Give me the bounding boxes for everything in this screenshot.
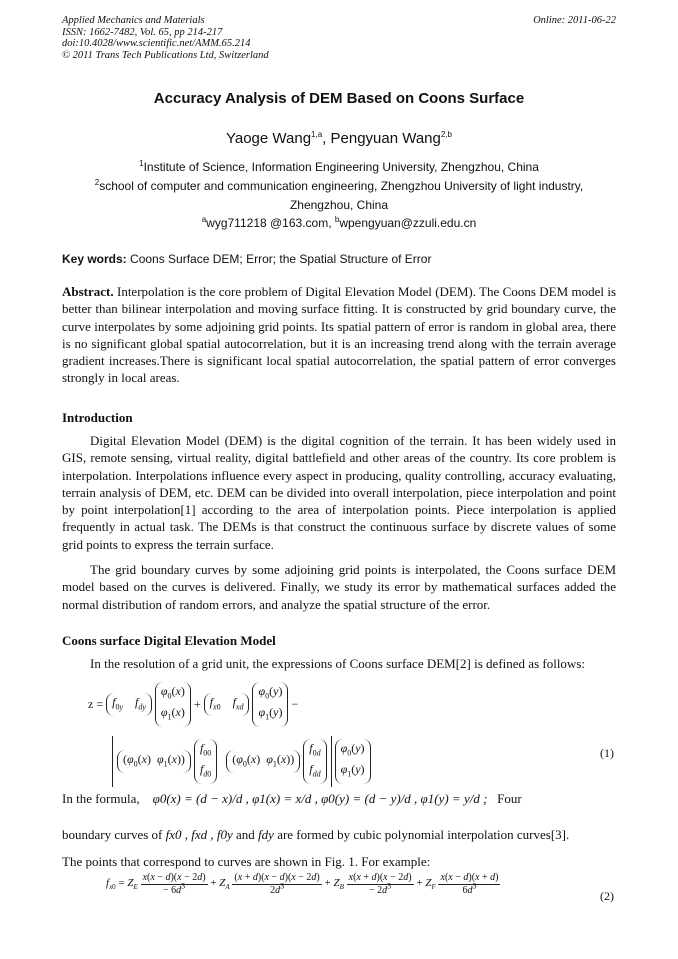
issn-line: ISSN: 1662-7482, Vol. 65, pp 214-217 [62,26,223,38]
abstract [62,283,616,387]
email-b-sup: b [334,215,340,224]
keywords-label: Key words: [62,252,127,266]
copyright-line: © 2011 Trans Tech Publications Ltd, Switzerland [62,49,269,61]
introduction-heading: Introduction [62,410,133,425]
row-vector-f0y-fdy: $f_{0y}$ $f_{dy}$ [106,693,152,716]
equation-1-line-1: $z = f_{0y}$ $f_{dy}$ $\varphi_0(x)$ $\varphi_1(x) + f_{x0}$ $f_{xd}$ $\varphi_0(y)$ $\varphi_1(y)$ − [88,682,298,727]
fraction-b: $\frac{x(x + d)(x - 2d)}{- 2d^3}$ [348,872,412,896]
paper-title: Accuracy Analysis of DEM Based on Coons Surface [153,90,525,107]
boundary-and: and [232,827,259,842]
introduction-paragraph-1: Digital Elevation Model (DEM) is the digital cognition of the terrain. It has been widely used in GIS, remote sensing, virtual reality, digital battlefield and other areas of the country. Its core problem is interpolation. Interpolations influence every aspect in producing, quality controlling, accuracy evaluating, terrain analysis of DEM, etc. DEM can be divided into overall interpolation, piece interpolation and point by point interpolation[1] according to the area of interpolation points. Piece interpolation is applied frequently in actual task. The DEMs is that construct the continuous surface by discrete values of some grid points to express the terrain surface. [62,433,616,552]
aff2-text-b: Zhengzhou, China [289,197,389,212]
abstract-label: Abstract. [62,284,114,299]
equation-1-line-2 [112,736,371,787]
col-vector-f0d-fdd: $f_{0d}$ $f_{dd}$ [303,739,326,784]
email-a: wyg711218 @163.com, [206,216,335,230]
author-separator: , [322,130,331,147]
journal-name: Applied Mechanics and Materials [62,15,205,26]
equation-2: $f_{x0} = Z_E$ $\frac{x(x - d)(x - 2d)}{- 6d^3}$ + $Z_A$ $\frac{(x + d)(x - d)(x - 2d)}{2d^3}$ + $Z_B$ $\frac{x(x + d)(x - 2d)}{- 2d^3}$ + $Z_F$ $\frac{x(x - d)(x + d)}{6d^3}$ [106,872,499,896]
formula-tail: Four [497,791,522,806]
online-date: Online: 2011-06-22 [533,15,616,26]
affiliation-2 [62,177,616,214]
boundary-text-b: are formed by cubic polynomial interpolation curves[3]. [273,827,570,842]
email-a-sup: a [201,215,207,224]
author-1: Yaoge Wang [225,130,312,147]
equation-2-number: (2) [600,889,614,903]
boundary-fdy: fdy [258,827,274,842]
doi-line: doi:10.4028/www.scientific.net/AMM.65.214 [62,38,251,49]
formula-defs: φ0(x) = (d − x)/d , φ1(x) = x/d , φ0(y) = (d − y)/d , φ1(y) = y/d ; [152,791,488,806]
formula-intro: In the formula, [62,791,140,806]
formula-definitions [62,790,622,807]
col-vector-phi-x: $\varphi_0(x)$ $\varphi_1(x)$ [155,682,191,727]
keywords-text: Coons Surface DEM; Error; the Spatial Structure of Error [126,252,432,266]
row-vector-phi-x-2: ($\varphi_0(x)$ $\varphi_1(x)$) [226,750,300,773]
email-line [62,214,616,233]
aff1-sup: 1 [139,159,144,168]
author-2: Pengyuan Wang [330,130,441,147]
points-text: The points that correspond to curves are shown in Fig. 1. For example: [62,854,431,869]
col-vector-f00-fd0: $f_{00}$ $f_{d0}$ [194,739,217,784]
boundary-curves-line [62,826,616,843]
journal-header [62,15,269,61]
col-vector-phi-y: $\varphi_0(y)$ $\varphi_1(y)$ [252,682,288,727]
affiliation-1 [62,158,616,177]
fraction-f: $\frac{x(x - d)(x + d)}{6d^3}$ [440,872,499,896]
introduction-paragraph-2: The grid boundary curves by some adjoining grid points is interpolated, the Coons surface DEM model based on the curves is delivered. Finally, we study its error by mathematical surfaces added the normal distribution of random errors, and analyze the spatial structure of the error. [62,562,616,612]
aff1-text: Institute of Science, Information Engineering University, Zhengzhou, China [143,160,539,174]
row-vector-phi-x-1: ($\varphi_0(x)$ $\varphi_1(x)$) [117,750,191,773]
author-1-sup: 1,a [311,130,323,139]
abstract-text: Interpolation is the core problem of Digital Elevation Model (DEM). The Coons DEM model is better than bilinear interpolation and moving surface fitting. It is constructed by grid boundary curve, the curve interpolates by some adjoining grid points. Its spatial pattern of error is random in global area, there is no significant global spatial autocorrelation, but it is an increasing trend along with the terrain average gradient increases.There is significant local spatial autocorrelation, the spatial pattern of error converges strongly in local areas. [62,284,616,386]
author-2-sup: 2,b [440,130,452,139]
author-line [0,130,678,147]
coons-heading: Coons surface Digital Elevation Model [62,633,276,648]
email-b: wpengyuan@zzuli.edu.cn [339,216,477,230]
equation-1-number: (1) [600,746,614,760]
col-vector-phi-y-2: $\varphi_0(y)$ $\varphi_1(y)$ [335,739,371,784]
fraction-a: $\frac{(x + d)(x - d)(x - 2d)}{2d^3}$ [234,872,320,896]
coons-paragraph-1: In the resolution of a grid unit, the expressions of Coons surface DEM[2] is defined as follows: [90,656,585,671]
boundary-text-a: boundary curves of [62,827,166,842]
keywords [62,252,431,266]
aff2-sup: 2 [94,178,100,187]
row-vector-fx0-fxd: $f_{x0}$ $f_{xd}$ [204,693,250,716]
fraction-e: $\frac{x(x - d)(x - 2d)}{- 6d^3}$ [142,872,206,896]
boundary-vars: fx0 , fxd , f0y [165,827,233,842]
aff2-text-a: school of computer and communication engineering, Zhengzhou University of light industry, [99,179,584,193]
